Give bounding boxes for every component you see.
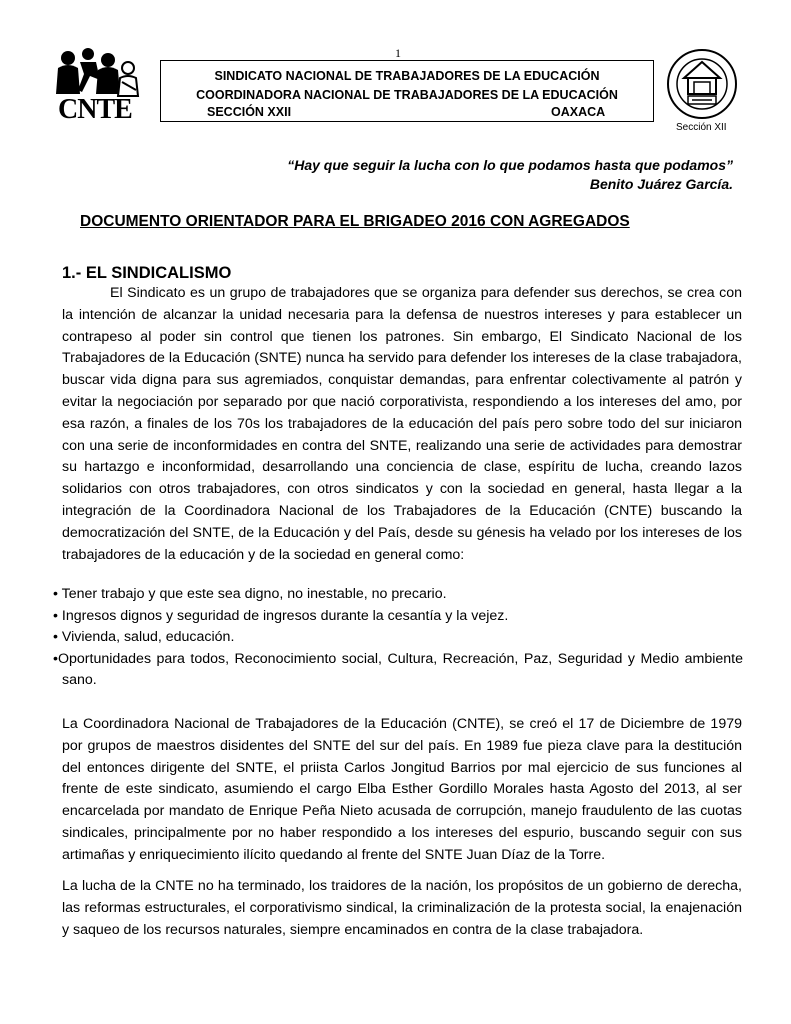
bullet-list xyxy=(53,584,743,692)
snte-seal-logo-icon xyxy=(666,48,738,120)
bullet-item: • Tener trabajo y que este sea digno, no inestable, no precario. xyxy=(53,586,447,602)
paragraph-2: La Coordinadora Nacional de Trabajadores de la Educación (CNTE), se creó el 17 de Diciembre de 1979 por grupos de maestros disidentes del SNTE del sur del país. En 1989 fue pieza clave para la destitución del entonces dirigente del SNTE, el priista Carlos Jongitud Barrios por mal ejercicio de sus funciones al frente de este sindicato, asumiendo el cargo Elba Esther Gordillo Morales hasta Agosto del 2013, al ser encarcelada por mandato de Enrique Peña Nieto acusada de corrupción, manejo fraudulento de las cuotas sindicales, principalmente por no haber respondido a los intereses del espurio, buscando seguir con sus artimañas y enriquecimiento ilícito quedando al frente del SNTE Juan Díaz de la Torre. xyxy=(62,716,742,863)
section-heading: 1.- EL SINDICALISMO xyxy=(62,264,232,282)
cnte-logo-text: CNTE xyxy=(58,94,132,125)
seal-caption: Sección XII xyxy=(676,122,727,133)
document-title: DOCUMENTO ORIENTADOR PARA EL BRIGADEO 2016 CON AGREGADOS xyxy=(80,213,630,230)
bullet-item: • Vivienda, salud, educación. xyxy=(53,629,235,645)
header-line-2: COORDINADORA NACIONAL DE TRABAJADORES DE LA EDUCACIÓN xyxy=(196,88,618,102)
header-section: SECCIÓN XXII xyxy=(207,105,292,119)
header-state: OAXACA xyxy=(551,105,606,119)
paragraph-1: El Sindicato es un grupo de trabajadores que se organiza para defender sus derechos, se crea con la intención de alcanzar la unidad necesaria para la defensa de nuestros intereses y para establecer un contrapeso al poder sin control que tienen los patrones. Sin embargo, El Sindicato Nacional de los Trabajadores de la Educación (SNTE) nunca ha servido para defender los intereses de la clase trabajadora, buscar vida digna para sus agremiados, conquistar demandas, para enfrentar colectivamente al patrón y evitar la negociación por separado por que nació corporativista, respondiendo a los intereses del amo, por esa razón, a finales de los 70s los trabajadores de la educación del país pero sobre todo del sur iniciaron con una serie de inconformidades en contra del SNTE, realizando una serie de actividades para demostrar su hartazgo e inconformidad, desarrollando una conciencia de clase, espíritu de lucha, creando lazos solidarios con otros trabajadores, con otros sindicatos y con la sociedad en general, hasta llegar a la integración de la Coordinadora Nacional de los Trabajadores de la Educación (CNTE) buscando la democratización del SNTE, de la Educación y del País, desde su génesis ha velado por los intereses de los trabajadores de la educación y de la sociedad en general como: xyxy=(62,285,742,563)
bullet-item: •Oportunidades para todos, Reconocimiento social, Cultura, Recreación, Paz, Seguridad y Medio ambiente sano. xyxy=(53,650,743,688)
header-line-1: SINDICATO NACIONAL DE TRABAJADORES DE LA EDUCACIÓN xyxy=(214,69,600,83)
page-number: 1 xyxy=(395,46,401,60)
quote-author: Benito Juárez García. xyxy=(589,176,733,192)
header-box xyxy=(160,60,654,122)
quote-block xyxy=(287,156,733,194)
bullet-item: • Ingresos dignos y seguridad de ingresos durante la cesantía y la vejez. xyxy=(53,607,509,624)
header-line-3 xyxy=(161,105,653,124)
paragraph-3: La lucha de la CNTE no ha terminado, los traidores de la nación, los propósitos de un gobierno de derecha, las reformas estructurales, el corporativismo sindical, la criminalización de la protesta social, la enajenación y saqueo de los recursos naturales, siempre encaminados en contra de la clase trabajadora. xyxy=(62,878,742,938)
quote-text: “Hay que seguir la lucha con lo que podamos hasta que podamos” xyxy=(287,157,733,173)
